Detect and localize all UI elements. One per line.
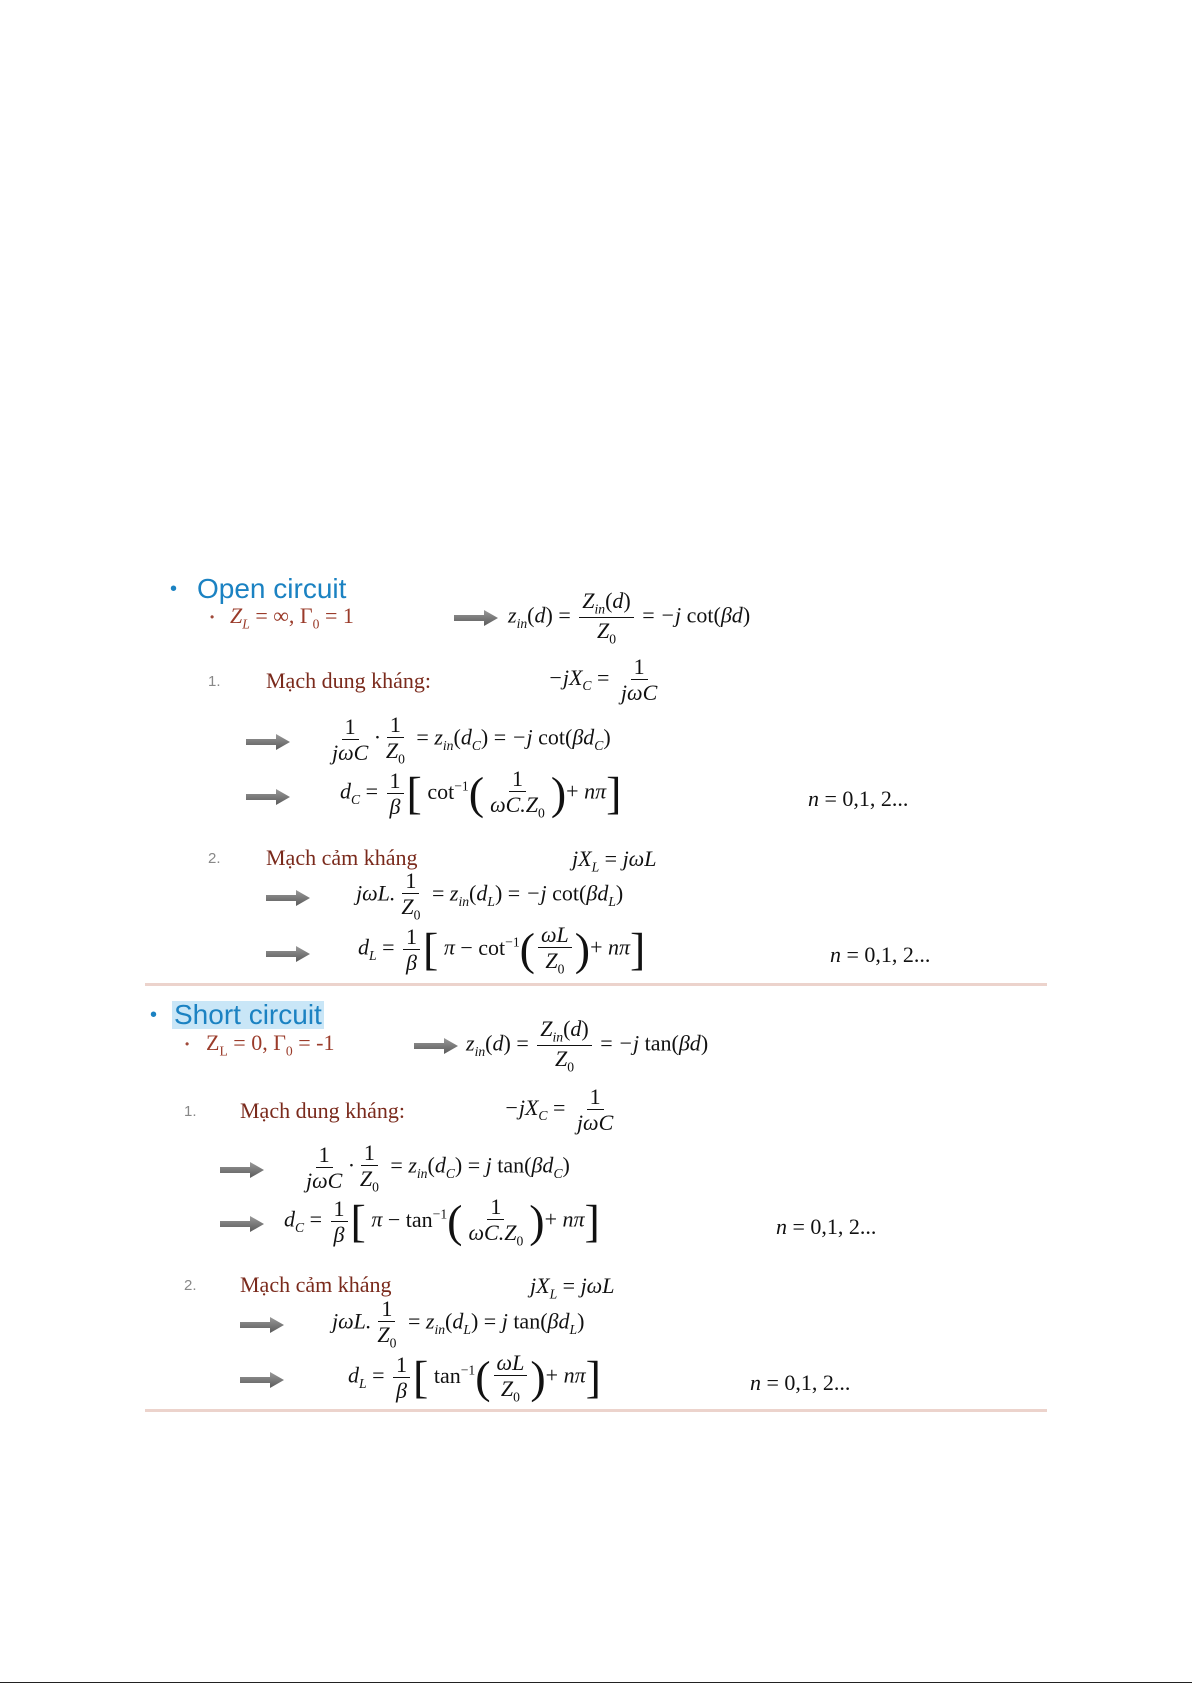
open-capacitive-step2: $d_C$ = $\frac{1}{\beta}$ [ $\cot^{-1}$( $\frac{1}{\omega C.Z_0}$ )+ nπ] [340, 766, 622, 821]
open-inductive-n-range: n = 0,1, 2... [830, 942, 931, 967]
short-capacitive-step1: $\frac{1}{\text{jωC}}$ · $\frac{1}{Z_0}$ = $z_{in}(d_C) = j$ $\tan(\beta d_C)$ [306, 1140, 570, 1195]
open-inductive-step1: jωL. $\frac{1}{Z_0}$ = $z_{in}(d_L) = -j$ $\cot(\beta d_L)$ [356, 868, 624, 923]
open-circuit-heading: Open circuit [197, 573, 347, 604]
item-number: 2. [184, 1277, 197, 1294]
short-inductive-n-range: n = 0,1, 2... [750, 1370, 851, 1395]
short-zin-formula: $z_{in}(d)$ = $\frac{Z_{in}(d)}{Z_0}$ = −j tan(βd) [466, 1016, 709, 1075]
right-arrow-icon [220, 1215, 264, 1233]
open-capacitive-n-range: n = 0,1, 2... [808, 786, 909, 811]
open-condition: $Z_L$ = ∞, $\Gamma_0 = 1$ [230, 603, 354, 632]
short-capacitive-step2: $d_C$ = $\frac{1}{\beta}$ [ $\pi - \tan^{-1}$( $\frac{1}{\omega C.Z_0}$ )+ nπ] [284, 1194, 600, 1249]
short-inductive-label: Mạch cảm kháng [240, 1272, 392, 1297]
short-inductive-lead: $jX_L = j\omega L$ [530, 1273, 615, 1302]
right-arrow-icon [240, 1316, 284, 1334]
item-number: 2. [208, 850, 221, 867]
item-number: 1. [208, 673, 221, 690]
open-inductive-step2: $d_L$ = $\frac{1}{\beta}$ [ $\pi - \cot^{-1}$( $\frac{\omega L}{Z_0}$ )+ nπ] [358, 922, 646, 977]
bullet-icon: • [210, 610, 215, 624]
short-capacitive-lead: $-jX_C$ = $\frac{1}{\text{jωC}}$ [504, 1084, 614, 1136]
section-divider [145, 1409, 1047, 1412]
right-arrow-icon [454, 609, 498, 627]
bullet-icon: • [150, 1004, 158, 1026]
right-arrow-icon [246, 733, 290, 751]
open-capacitive-lead: $-jX_C$ = $\frac{1}{\text{jωC}}$ [548, 654, 658, 706]
short-inductive-step2: $d_L$ = $\frac{1}{\beta}$ [ $\tan^{-1}$( $\frac{\omega L}{Z_0}$ )+ nπ] [348, 1350, 601, 1405]
open-capacitive-step1: $\frac{1}{\text{jωC}}$ · $\frac{1}{Z_0}$ = $z_{in}(d_C) = -j$ $\cot(\beta d_C)$ [332, 712, 611, 767]
short-inductive-step1: jωL. $\frac{1}{Z_0}$ = $z_{in}(d_L) = j$ $\tan(\beta d_L)$ [332, 1296, 585, 1351]
short-capacitive-n-range: n = 0,1, 2... [776, 1214, 877, 1239]
open-inductive-label: Mạch cảm kháng [266, 845, 418, 870]
section-divider [145, 983, 1047, 986]
open-zin-formula: $z_{in}(d)$ = $\frac{Z_{in}(d)}{Z_0}$ = −j cot(βd) [508, 588, 751, 647]
right-arrow-icon [414, 1037, 458, 1055]
bullet-icon: • [185, 1037, 190, 1051]
page-bottom-line [0, 1682, 1192, 1683]
item-number: 1. [184, 1103, 197, 1120]
short-condition: $Z_L = 0$, $\Gamma_0 = -1$ [206, 1030, 335, 1059]
right-arrow-icon [220, 1161, 264, 1179]
right-arrow-icon [266, 945, 310, 963]
short-capacitive-label: Mạch dung kháng: [240, 1098, 405, 1123]
open-inductive-lead: $jX_L = j\omega L$ [572, 846, 657, 875]
right-arrow-icon [240, 1371, 284, 1389]
right-arrow-icon [266, 889, 310, 907]
open-capacitive-label: Mạch dung kháng: [266, 668, 431, 693]
short-circuit-heading: Short circuit [174, 999, 322, 1030]
right-arrow-icon [246, 788, 290, 806]
bullet-icon: • [170, 578, 178, 600]
